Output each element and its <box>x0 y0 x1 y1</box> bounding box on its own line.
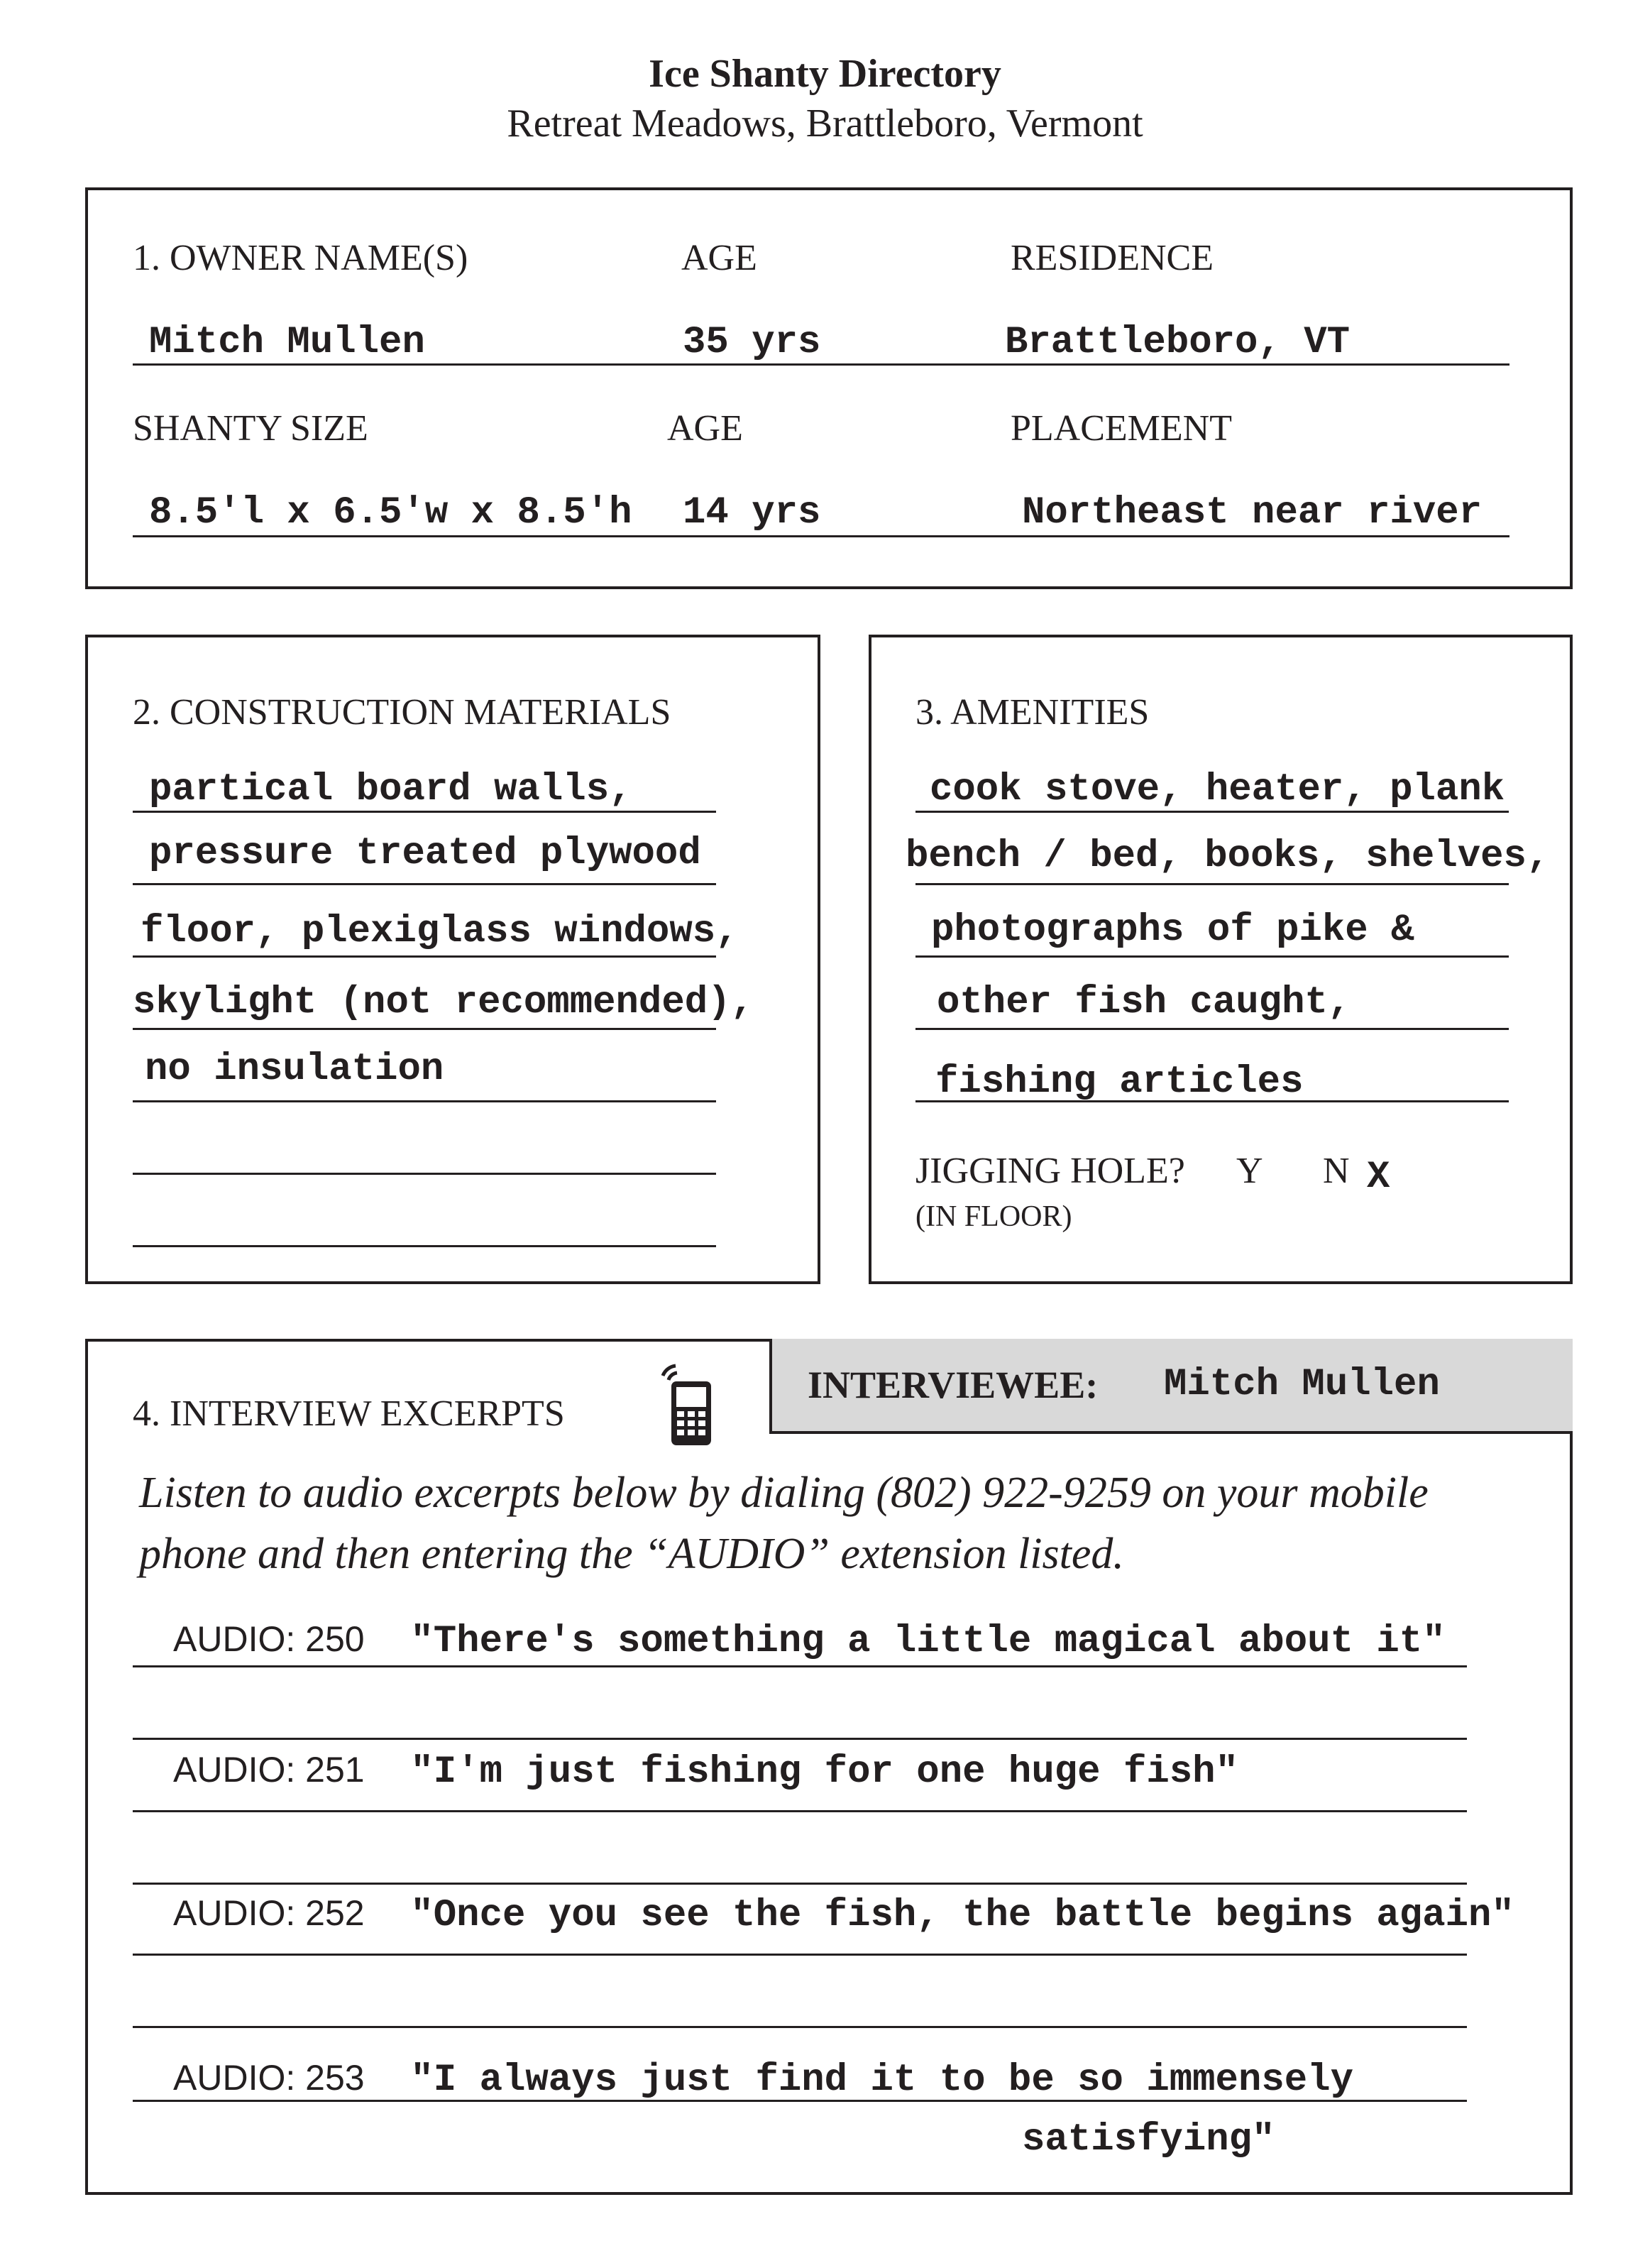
excerpt-250 <box>173 1618 1446 1663</box>
construction-rule-2 <box>133 883 716 885</box>
quote-253-continued: satisfying" <box>1022 2118 1275 2162</box>
jigging-hole-label: JIGGING HOLE? <box>915 1151 1185 1191</box>
amenities-line-3: photographs of pike & <box>931 909 1414 952</box>
excerpt-252 <box>173 1892 1514 1937</box>
audio-code-253: AUDIO: 253 <box>173 2058 365 2098</box>
excerpt-251 <box>173 1749 1238 1794</box>
construction-rule-5 <box>133 1100 716 1102</box>
shanty-age-value: 14 yrs <box>683 491 821 535</box>
shanty-size-value: 8.5'l x 6.5'w x 8.5'h <box>149 491 632 535</box>
excerpt-rule-1 <box>133 1665 1467 1667</box>
excerpt-rule-4 <box>133 1883 1467 1885</box>
construction-rule-1 <box>133 811 716 813</box>
amenities-line-5: fishing articles <box>935 1061 1304 1104</box>
quote-251: "I'm just fishing for one huge fish" <box>410 1751 1238 1794</box>
excerpt-rule-6 <box>133 2026 1467 2028</box>
excerpt-rule-5 <box>133 1954 1467 1956</box>
owner-line <box>133 363 1509 366</box>
amenities-rule-4 <box>915 1028 1509 1030</box>
amenities-rule-5 <box>915 1100 1509 1102</box>
amenities-label: 3. AMENITIES <box>915 692 1150 733</box>
excerpt-rule-7 <box>133 2100 1467 2102</box>
instructions-line-2: phone and then entering the “AUDIO” extension listed. <box>139 1530 1124 1578</box>
construction-line-1: partical board walls, <box>149 768 632 811</box>
shanty-line <box>133 535 1509 537</box>
construction-line-3: floor, plexiglass windows, <box>141 910 739 953</box>
interviewee-value: Mitch Mullen <box>1164 1363 1440 1406</box>
owner-age-value: 35 yrs <box>683 321 821 364</box>
quote-252: "Once you see the fish, the battle begins again" <box>410 1894 1514 1937</box>
owner-name-label: 1. OWNER NAME(S) <box>133 238 468 278</box>
audio-code-252: AUDIO: 252 <box>173 1893 365 1933</box>
excerpt-253 <box>173 2057 1353 2102</box>
shanty-age-label: AGE <box>667 408 743 449</box>
excerpt-rule-2 <box>133 1738 1467 1740</box>
construction-line-4: skylight (not recommended), <box>133 981 754 1024</box>
quote-253: "I always just find it to be so immensely <box>410 2059 1353 2102</box>
mobile-phone-signal-icon <box>650 1363 721 1448</box>
construction-rule-7 <box>133 1245 716 1247</box>
construction-label: 2. CONSTRUCTION MATERIALS <box>133 692 671 733</box>
placement-label: PLACEMENT <box>1011 408 1232 449</box>
construction-rule-4 <box>133 1028 716 1030</box>
owner-age-label: AGE <box>681 238 757 278</box>
jigging-no-option: N <box>1323 1151 1350 1191</box>
construction-line-2: pressure treated plywood <box>149 832 701 875</box>
interview-label: 4. INTERVIEW EXCERPTS <box>133 1393 565 1434</box>
amenities-rule-1 <box>915 811 1509 813</box>
residence-value: Brattleboro, VT <box>1005 321 1351 364</box>
owner-name-value: Mitch Mullen <box>149 321 425 364</box>
page-subtitle: Retreat Meadows, Brattleboro, Vermont <box>507 102 1143 146</box>
page-title: Ice Shanty Directory <box>649 52 1001 96</box>
amenities-rule-3 <box>915 955 1509 958</box>
construction-rule-6 <box>133 1173 716 1175</box>
amenities-line-1: cook stove, heater, plank <box>930 768 1505 811</box>
audio-code-251: AUDIO: 251 <box>173 1750 365 1790</box>
jigging-yes-option: Y <box>1236 1151 1263 1191</box>
instructions-line-1: Listen to audio excerpts below by dialing (802) 922-9259 on your mobile <box>139 1469 1429 1517</box>
jigging-sub-label: (IN FLOOR) <box>915 1200 1072 1233</box>
quote-250: "There's something a little magical about it" <box>410 1620 1446 1663</box>
amenities-line-2: bench / bed, books, shelves, <box>906 835 1550 878</box>
construction-rule-3 <box>133 955 716 958</box>
excerpt-rule-3 <box>133 1810 1467 1812</box>
amenities-rule-2 <box>915 883 1509 885</box>
audio-code-250: AUDIO: 250 <box>173 1619 365 1659</box>
interviewee-label: INTERVIEWEE: <box>808 1364 1099 1406</box>
placement-value: Northeast near river <box>1022 491 1483 535</box>
shanty-size-label: SHANTY SIZE <box>133 408 368 449</box>
jigging-answer-mark: X <box>1367 1156 1390 1199</box>
construction-line-5: no insulation <box>145 1048 444 1091</box>
amenities-line-4: other fish caught, <box>937 981 1351 1024</box>
residence-label: RESIDENCE <box>1011 238 1214 278</box>
